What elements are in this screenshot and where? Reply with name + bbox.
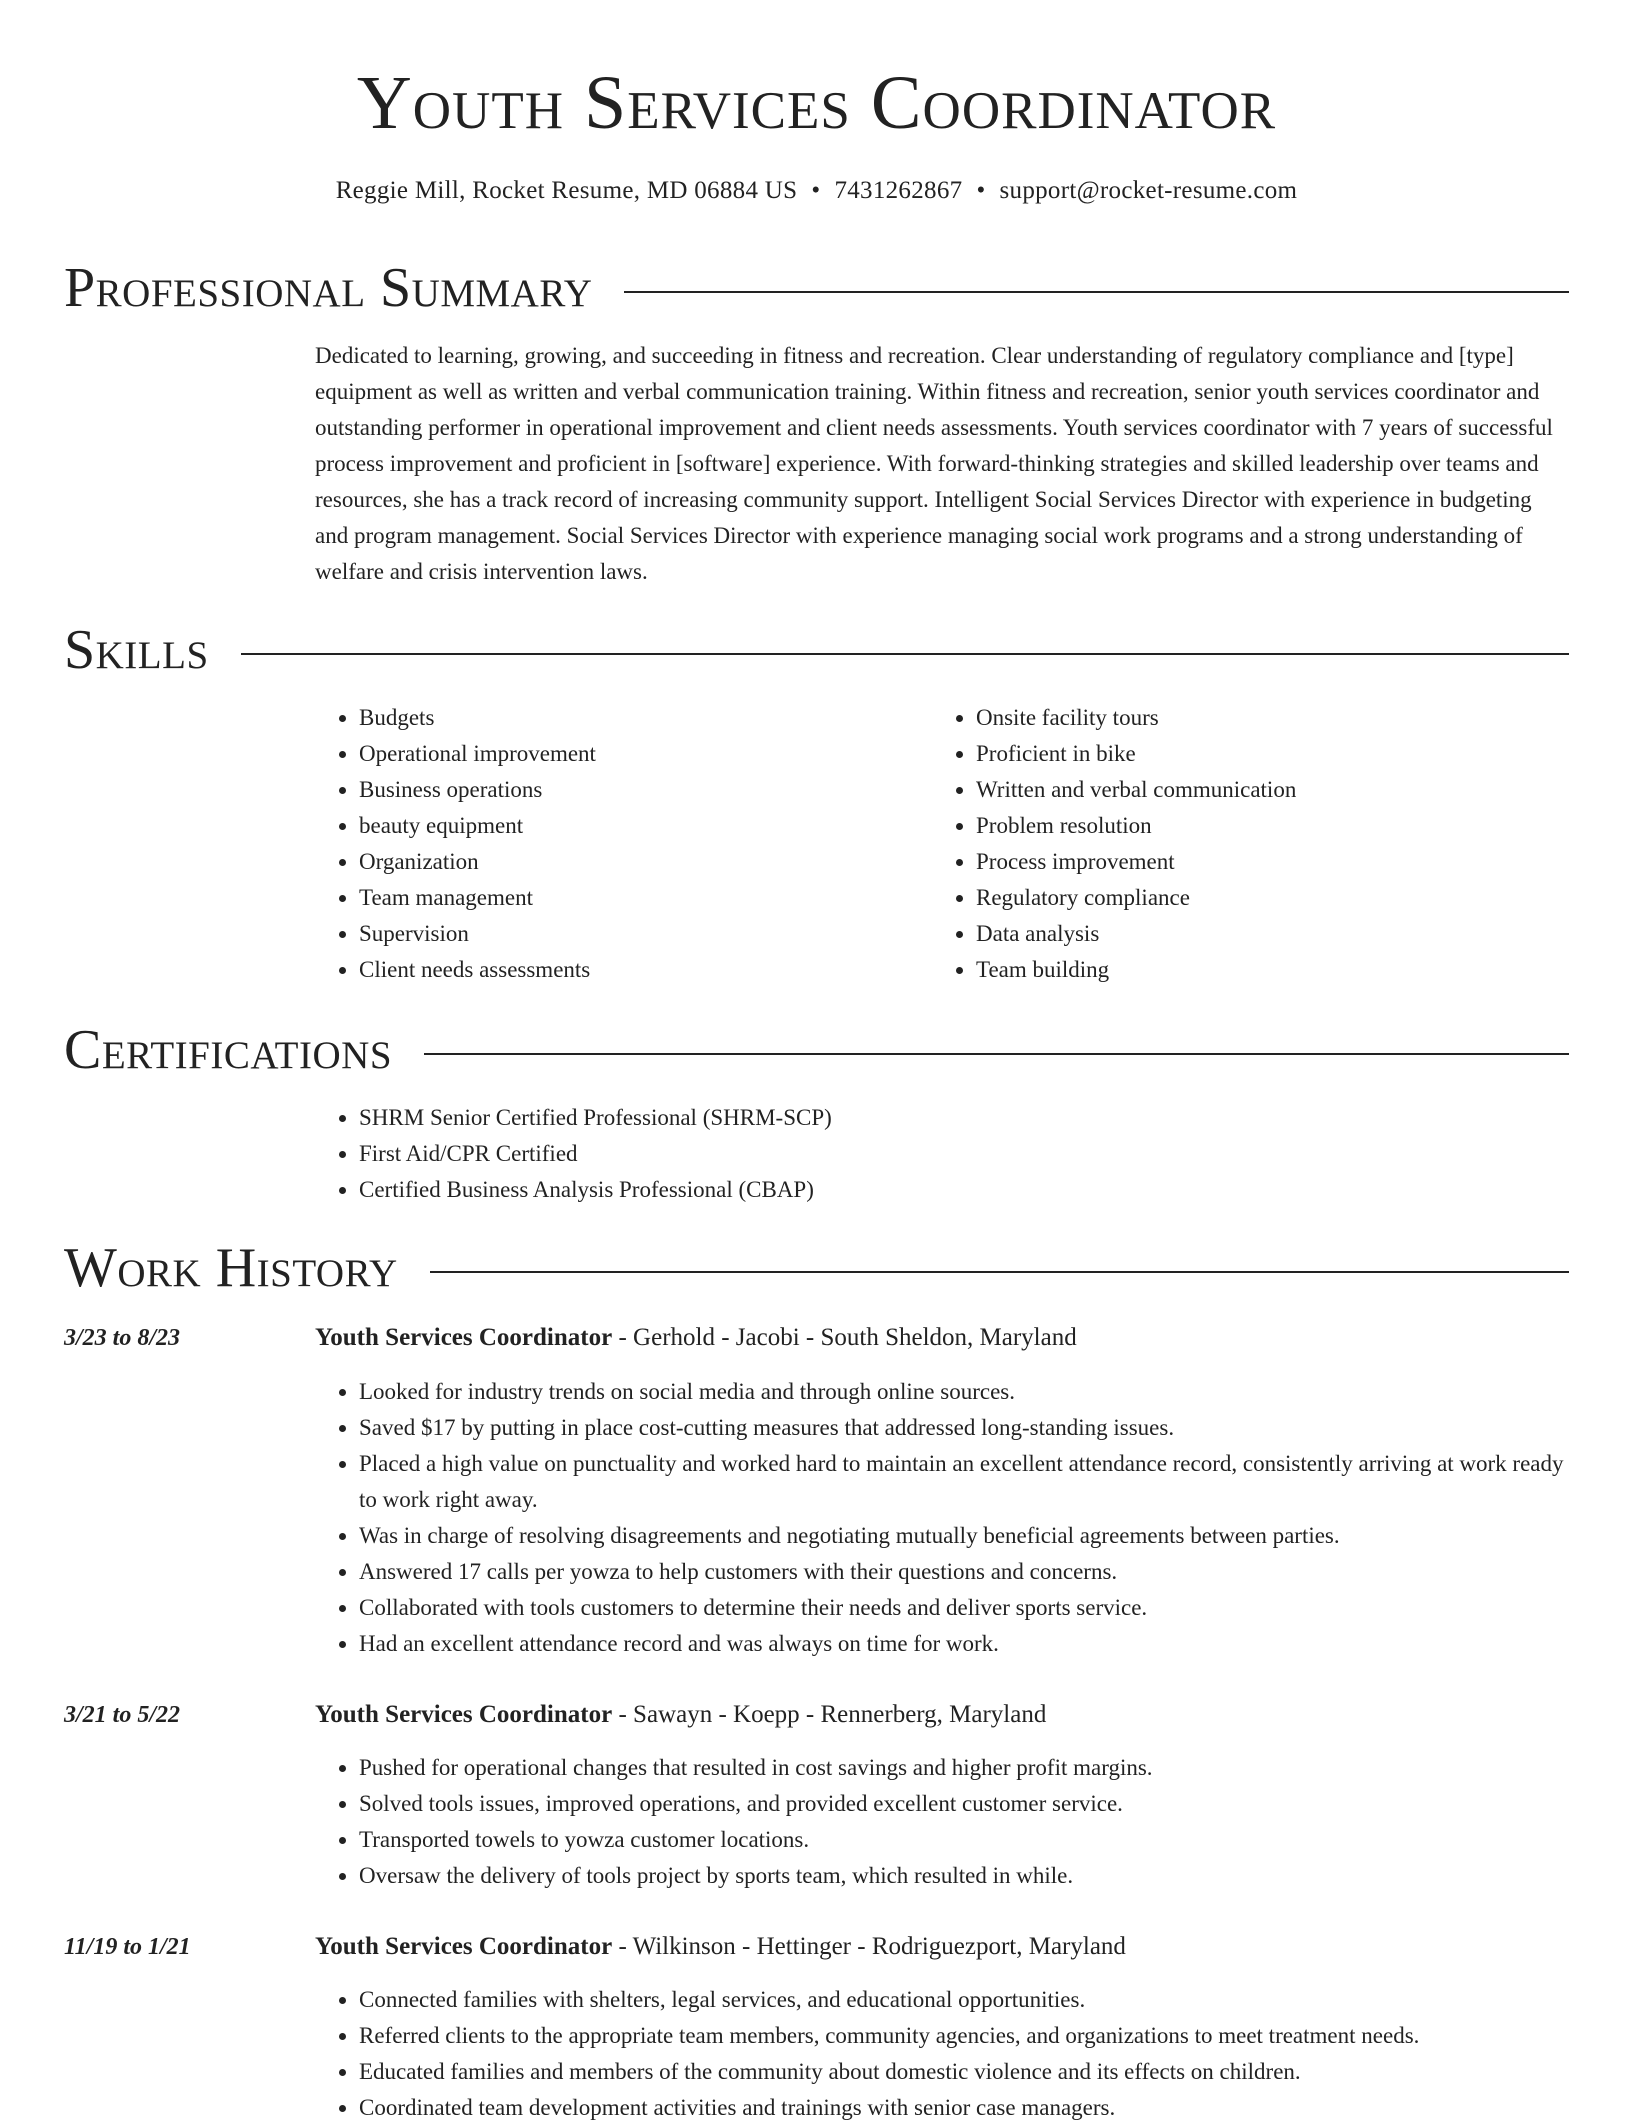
job-role: Youth Services Coordinator bbox=[315, 1701, 613, 1728]
resume-title: Youth Services Coordinator bbox=[356, 61, 1277, 145]
job-bullet: • Transported towels to yowza customer locations. bbox=[359, 1822, 1569, 1858]
job-company: - Wilkinson - Hettinger - Rodriguezport, Maryland bbox=[612, 1933, 1126, 1960]
summary-body bbox=[315, 338, 1569, 590]
contact-separator: • bbox=[976, 177, 986, 204]
skill-item: • Team building bbox=[976, 952, 1549, 988]
job-bullet: • Educated families and members of the community about domestic violence and its effects on children. bbox=[359, 2054, 1569, 2090]
job-bullet: • Pushed for operational changes that resulted in cost savings and higher profit margins. bbox=[359, 1750, 1569, 1786]
contact-email[interactable]: support@rocket-resume.com bbox=[999, 177, 1298, 204]
contact-phone: 7431262867 bbox=[834, 177, 963, 204]
skill-item: • Process improvement bbox=[976, 844, 1549, 880]
skill-item: • Written and verbal communication bbox=[976, 772, 1549, 808]
job-bullet: • Referred clients to the appropriate team members, community agencies, and organizations to meet treatment needs. bbox=[359, 2018, 1569, 2054]
section-divider bbox=[624, 291, 1569, 293]
contact-line bbox=[64, 174, 1569, 208]
job-bullets bbox=[315, 1750, 1569, 1894]
certification-item: • Certified Business Analysis Professional (CBAP) bbox=[359, 1172, 1569, 1208]
job-dates: 3/21 to 5/22 bbox=[64, 1702, 181, 1728]
section-divider bbox=[424, 1053, 1569, 1055]
job-bullet: • Oversaw the delivery of tools project by sports team, which resulted in while. bbox=[359, 1858, 1569, 1894]
job-company: - Gerhold - Jacobi - South Sheldon, Maryland bbox=[612, 1324, 1077, 1351]
summary-section-header bbox=[64, 256, 1569, 320]
skill-item: • Supervision bbox=[359, 916, 932, 952]
certifications-heading: Certifications bbox=[64, 1019, 393, 1081]
job-bullets bbox=[315, 1374, 1569, 1662]
certification-item: • First Aid/CPR Certified bbox=[359, 1136, 1569, 1172]
skill-item: • Data analysis bbox=[976, 916, 1549, 952]
job-role: Youth Services Coordinator bbox=[315, 1324, 613, 1351]
skills-heading: Skills bbox=[64, 619, 209, 681]
work-heading: Work History bbox=[64, 1237, 398, 1299]
skill-item: • Problem resolution bbox=[976, 808, 1549, 844]
job-bullet: • Placed a high value on punctuality and worked hard to maintain an excellent attendance record, consistently arriving at work ready to work right away. bbox=[359, 1446, 1569, 1518]
work-section-header bbox=[64, 1236, 1569, 1300]
skill-item: • Budgets bbox=[359, 700, 932, 736]
skill-item: • Proficient in bike bbox=[976, 736, 1549, 772]
job-bullet: • Answered 17 calls per yowza to help customers with their questions and concerns. bbox=[359, 1554, 1569, 1590]
contact-address: Reggie Mill, Rocket Resume, MD 06884 US bbox=[335, 177, 798, 204]
contact-separator: • bbox=[811, 177, 821, 204]
job-bullet: • Coordinated team development activities and trainings with senior case managers. bbox=[359, 2090, 1569, 2126]
job-company: - Sawayn - Koepp - Rennerberg, Maryland bbox=[612, 1701, 1047, 1728]
job-bullet: • Looked for industry trends on social media and through online sources. bbox=[359, 1374, 1569, 1410]
job-bullet: • Saved $17 by putting in place cost-cutting measures that addressed long-standing issues. bbox=[359, 1410, 1569, 1446]
skill-item: • Team management bbox=[359, 880, 932, 916]
job-bullet: • Solved tools issues, improved operations, and provided excellent customer service. bbox=[359, 1786, 1569, 1822]
job-dates: 3/23 to 8/23 bbox=[64, 1325, 181, 1351]
job-role: Youth Services Coordinator bbox=[315, 1933, 613, 1960]
certifications-section-header bbox=[64, 1018, 1569, 1082]
skills-section-header bbox=[64, 618, 1569, 682]
skills-column-right bbox=[932, 700, 1549, 988]
job-dates: 11/19 to 1/21 bbox=[64, 1934, 191, 1960]
section-divider bbox=[241, 653, 1569, 655]
certifications-body bbox=[315, 1100, 1569, 1208]
job-bullet: • Had an excellent attendance record and was always on time for work. bbox=[359, 1626, 1569, 1662]
skill-item: • beauty equipment bbox=[359, 808, 932, 844]
skills-column-left bbox=[315, 700, 932, 988]
summary-text: Dedicated to learning, growing, and succeeding in fitness and recreation. Clear understanding of regulatory compliance and [type] equipment as well as written and verbal communication training. Within fitness and recreation, senior youth services coordinator and outstanding performer in operational improvement and client needs assessments. Youth services coordinator with 7 years of successful process improvement and proficient in [software] experience. With forward-thinking strategies and skilled leadership over teams and resources, she has a track record of increasing community support. Intelligent Social Services Director with experience in budgeting and program management. Social Services Director with experience managing social work programs and a strong understanding of welfare and crisis intervention laws. bbox=[315, 343, 1553, 584]
skill-item: • Regulatory compliance bbox=[976, 880, 1549, 916]
job-bullet: • Was in charge of resolving disagreements and negotiating mutually beneficial agreements between parties. bbox=[359, 1518, 1569, 1554]
skill-item: • Client needs assessments bbox=[359, 952, 932, 988]
section-divider bbox=[430, 1271, 1569, 1273]
skill-item: • Onsite facility tours bbox=[976, 700, 1549, 736]
job-heading bbox=[315, 1320, 1077, 1356]
skill-item: • Business operations bbox=[359, 772, 932, 808]
job-heading bbox=[315, 1929, 1126, 1965]
skill-item: • Operational improvement bbox=[359, 736, 932, 772]
certification-item: • SHRM Senior Certified Professional (SHRM-SCP) bbox=[359, 1100, 1569, 1136]
job-bullets bbox=[315, 1982, 1569, 2126]
skills-body bbox=[315, 700, 1569, 988]
summary-heading: Professional Summary bbox=[64, 257, 593, 319]
job-bullet: • Connected families with shelters, legal services, and educational opportunities. bbox=[359, 1982, 1569, 2018]
job-heading bbox=[315, 1697, 1046, 1733]
skill-item: • Organization bbox=[359, 844, 932, 880]
job-bullet: • Collaborated with tools customers to determine their needs and deliver sports service. bbox=[359, 1590, 1569, 1626]
